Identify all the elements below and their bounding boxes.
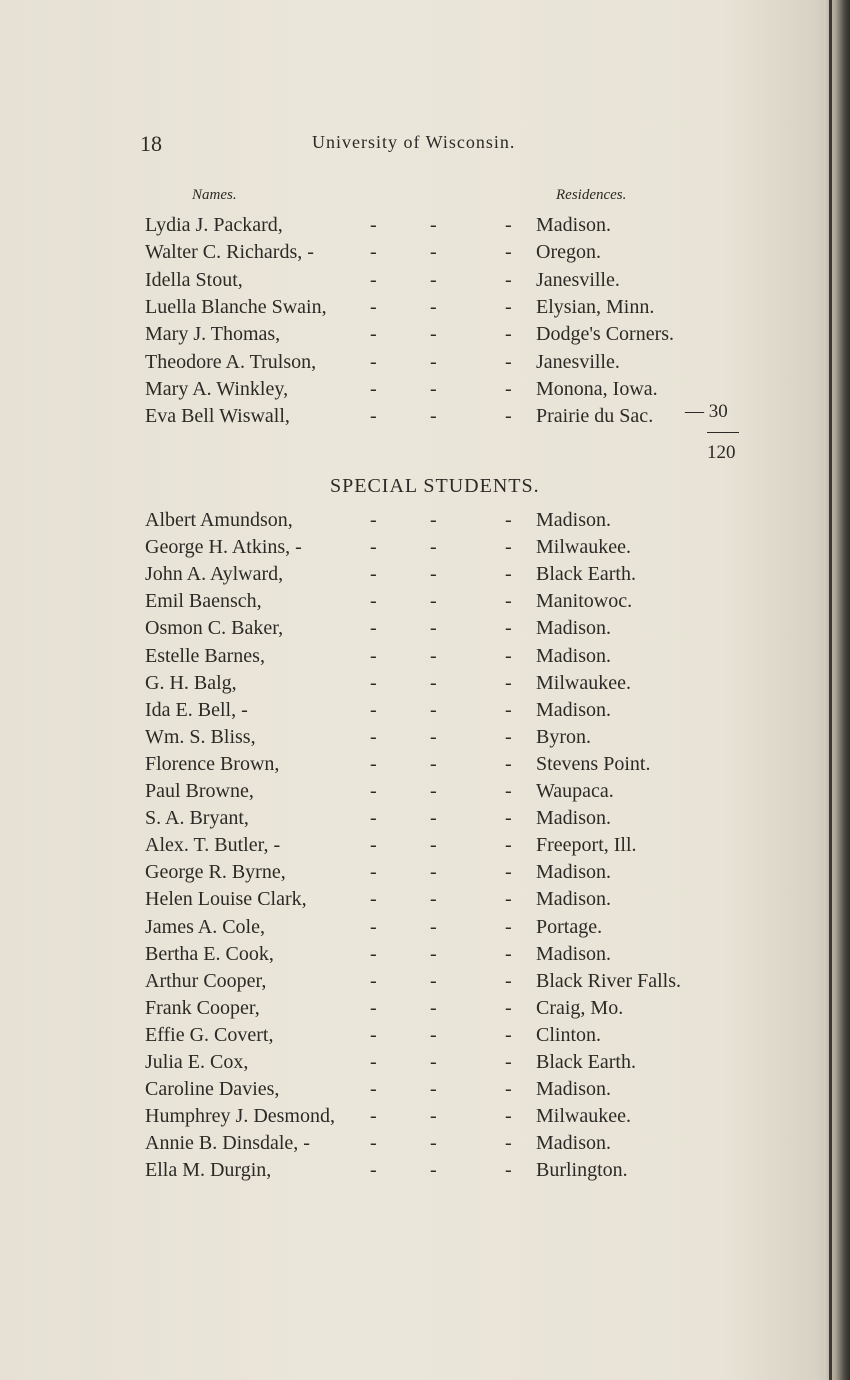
student-residence: Madison.: [536, 1132, 611, 1155]
leader-dash: -: [370, 834, 377, 857]
student-name: Wm. S. Bliss,: [145, 725, 256, 748]
leader-dash: -: [505, 942, 512, 965]
running-head: University of Wisconsin.: [312, 132, 516, 152]
leader-dash: -: [505, 323, 512, 346]
leader-dash: -: [370, 1105, 377, 1128]
leader-dash: -: [430, 752, 437, 775]
leader-dash: -: [370, 350, 377, 373]
leader-dash: -: [505, 671, 512, 694]
student-residence: Manitowoc.: [536, 590, 633, 613]
list-item: [0, 1078, 760, 1105]
student-residence: Byron.: [536, 725, 591, 748]
list-item: [0, 536, 760, 563]
student-residence: Black River Falls.: [536, 969, 681, 992]
leader-dash: -: [505, 350, 512, 373]
student-residence: Burlington.: [536, 1159, 628, 1182]
leader-dash: -: [505, 214, 512, 236]
leader-dash: -: [505, 536, 512, 559]
student-name: Caroline Davies,: [145, 1078, 280, 1101]
student-name: Idella Stout,: [145, 268, 243, 291]
list-item: [0, 269, 760, 296]
leader-dash: -: [505, 780, 512, 802]
leader-dash: -: [370, 807, 377, 830]
leader-dash: -: [505, 996, 512, 1019]
leader-dash: -: [430, 509, 437, 531]
student-name: Julia E. Cox,: [145, 1051, 249, 1073]
student-residence: Craig, Mo.: [536, 996, 624, 1019]
leader-dash: -: [505, 725, 512, 748]
leader-dash: -: [370, 268, 377, 291]
leader-dash: -: [370, 888, 377, 911]
leader-dash: -: [430, 644, 437, 667]
student-residence: Prairie du Sac.: [536, 405, 654, 428]
list-item: [0, 726, 760, 753]
student-residence: Madison.: [536, 807, 611, 830]
leader-dash: -: [370, 590, 377, 613]
list-item: [0, 1105, 760, 1132]
leader-dash: -: [370, 563, 377, 586]
list-item: [0, 861, 760, 888]
leader-dash: -: [430, 405, 437, 428]
list-item: [0, 590, 760, 617]
leader-dash: -: [430, 671, 437, 694]
leader-dash: -: [505, 807, 512, 830]
page-number: 18: [140, 131, 162, 156]
leader-dash: -: [505, 1023, 512, 1046]
student-name: Helen Louise Clark,: [145, 888, 307, 911]
student-name: Emil Baensch,: [145, 590, 262, 613]
leader-dash: -: [430, 915, 437, 938]
leader-dash: -: [370, 241, 377, 264]
student-residence: Milwaukee.: [536, 536, 631, 559]
student-name: Frank Cooper,: [145, 996, 260, 1019]
leader-dash: -: [370, 698, 377, 721]
student-name: Mary J. Thomas,: [145, 323, 281, 346]
leader-dash: -: [370, 214, 377, 236]
leader-dash: -: [505, 752, 512, 775]
leader-dash: -: [505, 861, 512, 884]
list-item: [0, 1051, 760, 1078]
leader-dash: -: [430, 996, 437, 1019]
list-item: [0, 617, 760, 644]
student-name: Eva Bell Wiswall,: [145, 405, 290, 428]
section-title: SPECIAL STUDENTS.: [330, 475, 540, 497]
leader-dash: -: [370, 377, 377, 400]
leader-dash: -: [430, 969, 437, 992]
leader-dash: -: [430, 350, 437, 373]
leader-dash: -: [370, 536, 377, 559]
list-item: [0, 645, 760, 672]
list-item: [0, 296, 760, 323]
list-item: [0, 405, 760, 432]
leader-dash: -: [370, 671, 377, 694]
list-item: [0, 509, 760, 536]
list-item: [0, 888, 760, 915]
list-item: [0, 943, 760, 970]
list-item: [0, 916, 760, 943]
student-name: Alex. T. Butler, -: [145, 834, 281, 857]
leader-dash: -: [430, 536, 437, 559]
student-name: George H. Atkins, -: [145, 536, 302, 559]
leader-dash: -: [505, 405, 512, 428]
book-spine-shadow: [824, 0, 850, 1380]
list-item: [0, 970, 760, 997]
list-item: [0, 997, 760, 1024]
student-residence: Monona, Iowa.: [536, 377, 658, 400]
leader-dash: -: [370, 1159, 377, 1182]
leader-dash: -: [430, 563, 437, 586]
book-spine-edge: [829, 0, 832, 1380]
list-item: [0, 214, 760, 241]
leader-dash: -: [430, 1051, 437, 1073]
student-residence: Milwaukee.: [536, 1105, 631, 1128]
student-residence: Madison.: [536, 861, 611, 884]
student-name: Lydia J. Packard,: [145, 214, 283, 236]
leader-dash: -: [505, 1132, 512, 1155]
leader-dash: -: [370, 1051, 377, 1073]
leader-dash: -: [505, 268, 512, 291]
list-item: [0, 323, 760, 350]
leader-dash: -: [505, 617, 512, 640]
student-name: Osmon C. Baker,: [145, 617, 284, 640]
leader-dash: -: [505, 1159, 512, 1182]
list-item: [0, 241, 760, 268]
leader-dash: -: [430, 590, 437, 613]
student-name: Theodore A. Trulson,: [145, 350, 317, 373]
leader-dash: -: [430, 1159, 437, 1182]
list-item: [0, 780, 760, 807]
leader-dash: -: [430, 323, 437, 346]
leader-dash: -: [370, 295, 377, 318]
leader-dash: -: [430, 617, 437, 640]
student-residence: Black Earth.: [536, 1051, 636, 1073]
list-item: [0, 378, 760, 405]
list-item: [0, 753, 760, 780]
leader-dash: -: [370, 323, 377, 346]
leader-dash: -: [505, 644, 512, 667]
leader-dash: -: [370, 1132, 377, 1155]
list-item: [0, 1024, 760, 1051]
student-residence: Janesville.: [536, 350, 620, 373]
leader-dash: -: [370, 969, 377, 992]
leader-dash: -: [430, 780, 437, 802]
leader-dash: -: [505, 241, 512, 264]
list-item: [0, 834, 760, 861]
leader-dash: -: [505, 295, 512, 318]
leader-dash: -: [505, 888, 512, 911]
student-name: Walter C. Richards, -: [145, 241, 314, 264]
list-item: [0, 699, 760, 726]
leader-dash: -: [370, 752, 377, 775]
leader-dash: -: [430, 861, 437, 884]
leader-dash: -: [370, 996, 377, 1019]
leader-dash: -: [430, 1023, 437, 1046]
leader-dash: -: [430, 377, 437, 400]
leader-dash: -: [505, 377, 512, 400]
student-name: Florence Brown,: [145, 752, 280, 775]
leader-dash: -: [505, 509, 512, 531]
residences-column-heading: Residences.: [556, 187, 627, 203]
leader-dash: -: [505, 590, 512, 613]
leader-dash: -: [430, 1132, 437, 1155]
leader-dash: -: [430, 834, 437, 857]
leader-dash: -: [430, 214, 437, 236]
grand-total: 120: [707, 442, 736, 463]
student-residence: Madison.: [536, 1078, 611, 1101]
student-residence: Madison.: [536, 644, 611, 667]
student-residence: Madison.: [536, 942, 611, 965]
subtotal-count: — 30: [685, 401, 728, 422]
student-residence: Madison.: [536, 509, 611, 531]
leader-dash: -: [430, 807, 437, 830]
leader-dash: -: [370, 942, 377, 965]
leader-dash: -: [430, 1105, 437, 1128]
student-name: George R. Byrne,: [145, 861, 286, 884]
student-residence: Milwaukee.: [536, 671, 631, 694]
student-name: Annie B. Dinsdale, -: [145, 1132, 310, 1155]
leader-dash: -: [370, 1023, 377, 1046]
list-item: [0, 351, 760, 378]
student-name: Ella M. Durgin,: [145, 1159, 272, 1182]
list-item: [0, 1132, 760, 1159]
leader-dash: -: [370, 644, 377, 667]
student-name: Effie G. Covert,: [145, 1023, 274, 1046]
leader-dash: -: [370, 725, 377, 748]
student-residence: Madison.: [536, 617, 611, 640]
leader-dash: -: [370, 405, 377, 428]
student-name: G. H. Balg,: [145, 671, 237, 694]
list-item: [0, 1159, 760, 1186]
student-residence: Dodge's Corners.: [536, 323, 675, 346]
leader-dash: -: [430, 942, 437, 965]
leader-dash: -: [370, 509, 377, 531]
student-residence: Madison.: [536, 698, 611, 721]
leader-dash: -: [430, 725, 437, 748]
list-item: [0, 672, 760, 699]
leader-dash: -: [505, 1051, 512, 1073]
student-residence: Elysian, Minn.: [536, 295, 655, 318]
student-residence: Clinton.: [536, 1023, 602, 1046]
leader-dash: -: [505, 834, 512, 857]
leader-dash: -: [505, 915, 512, 938]
student-name: Arthur Cooper,: [145, 969, 267, 992]
leader-dash: -: [370, 617, 377, 640]
leader-dash: -: [370, 861, 377, 884]
leader-dash: -: [430, 888, 437, 911]
student-residence: Madison.: [536, 214, 611, 236]
leader-dash: -: [430, 241, 437, 264]
student-residence: Janesville.: [536, 268, 620, 291]
list-item: [0, 563, 760, 590]
student-residence: Freeport, Ill.: [536, 834, 637, 857]
student-residence: Oregon.: [536, 241, 601, 264]
leader-dash: -: [505, 563, 512, 586]
leader-dash: -: [370, 915, 377, 938]
student-name: Estelle Barnes,: [145, 644, 265, 667]
student-residence: Stevens Point.: [536, 752, 651, 775]
student-name: James A. Cole,: [145, 915, 265, 938]
student-name: Paul Browne,: [145, 780, 254, 802]
student-name: Albert Amundson,: [145, 509, 293, 531]
leader-dash: -: [430, 268, 437, 291]
student-name: Luella Blanche Swain,: [145, 295, 327, 318]
student-residence: Portage.: [536, 915, 603, 938]
leader-dash: -: [505, 969, 512, 992]
student-name: Mary A. Winkley,: [145, 377, 289, 400]
total-rule: [707, 432, 739, 433]
leader-dash: -: [370, 1078, 377, 1101]
student-residence: Madison.: [536, 888, 611, 911]
student-name: John A. Aylward,: [145, 563, 284, 586]
student-name: S. A. Bryant,: [145, 807, 249, 830]
leader-dash: -: [430, 1078, 437, 1101]
student-residence: Black Earth.: [536, 563, 636, 586]
student-name: Humphrey J. Desmond,: [145, 1105, 335, 1128]
leader-dash: -: [505, 1078, 512, 1101]
leader-dash: -: [505, 698, 512, 721]
leader-dash: -: [505, 1105, 512, 1128]
leader-dash: -: [430, 698, 437, 721]
student-residence: Waupaca.: [536, 780, 614, 802]
list-item: [0, 807, 760, 834]
names-column-heading: Names.: [192, 187, 237, 203]
leader-dash: -: [430, 295, 437, 318]
student-name: Bertha E. Cook,: [145, 942, 274, 965]
leader-dash: -: [370, 780, 377, 802]
student-name: Ida E. Bell, -: [145, 698, 248, 721]
